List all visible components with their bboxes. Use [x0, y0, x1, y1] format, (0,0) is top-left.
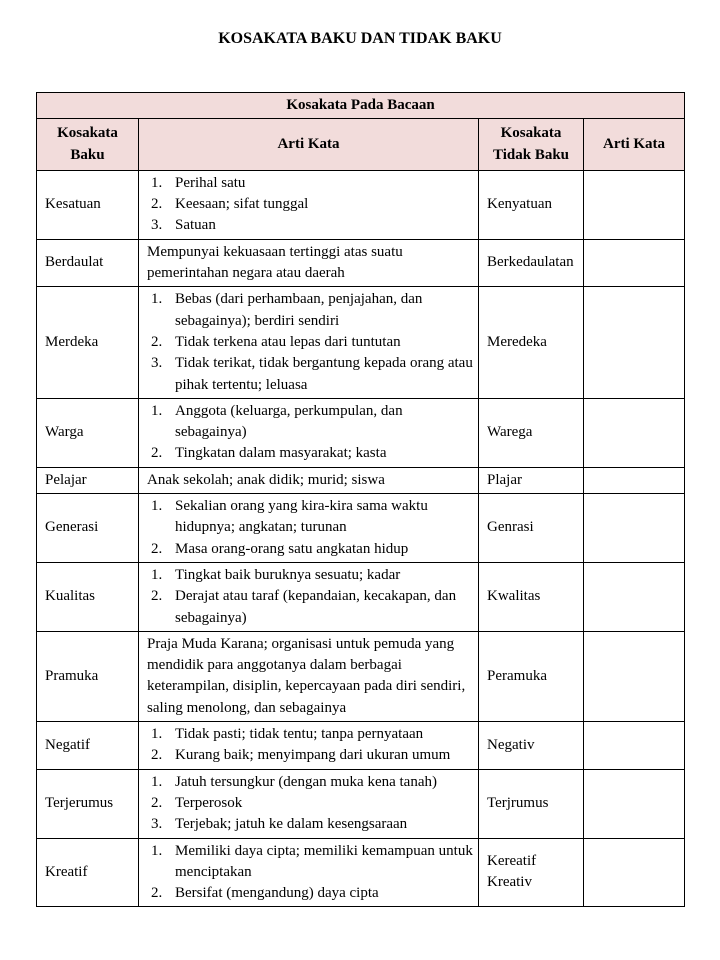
table-row [37, 769, 685, 838]
arti-kata-cell [139, 769, 479, 838]
tidak-baku-line: Peramuka [487, 667, 547, 684]
kosakata-baku-cell: Pramuka [37, 631, 139, 721]
arti-tidak-baku-cell [584, 562, 685, 631]
definition-item [145, 215, 474, 236]
item-number: 3. [151, 355, 163, 372]
item-text: Tidak pasti; tidak tentu; tanpa pernyataan [175, 726, 424, 743]
item-text: Sekalian orang yang kira-kira sama waktu hidupnya; angkatan; turunan [175, 498, 428, 536]
arti-kata-cell [139, 170, 479, 239]
table-row [37, 398, 685, 467]
item-text: Anggota (keluarga, perkumpulan, dan sebagainya) [175, 402, 403, 441]
tidak-baku-line: Berkedaulatan [487, 254, 574, 271]
definition-item [145, 332, 474, 353]
arti-kata-cell [139, 467, 479, 493]
kosakata-baku-cell: Merdeka [37, 287, 139, 398]
arti-tidak-baku-cell [584, 769, 685, 838]
item-text: Tidak terikat, tidak bergantung kepada orang atau pihak tertentu; leluasa [175, 355, 473, 393]
tidak-baku-line: Negativ [487, 736, 535, 753]
item-number: 1. [151, 566, 163, 583]
arti-tidak-baku-cell [584, 631, 685, 721]
arti-kata-cell [139, 239, 479, 287]
item-number: 3. [151, 217, 163, 234]
arti-tidak-baku-cell [584, 494, 685, 563]
item-text: Tingkatan dalam masyarakat; kasta [175, 445, 387, 462]
table-row [37, 562, 685, 631]
arti-tidak-baku-cell [584, 170, 685, 239]
definition-item [145, 173, 474, 194]
item-number: 1. [151, 773, 163, 790]
definition-item [145, 724, 474, 745]
definition-item [145, 814, 474, 835]
item-number: 1. [151, 402, 163, 419]
kosakata-baku-cell: Warga [37, 398, 139, 467]
item-number: 1. [151, 842, 163, 859]
definition-text: Praja Muda Karana; organisasi untuk pemuda yang mendidik para anggotanya dalam berbagai keterampilan, disiplin, kepercayaan pada diri sendiri, saling menolong, dan sebagainya [147, 635, 466, 716]
definition-item [145, 353, 474, 396]
table-caption: Kosakata Pada Bacaan [37, 93, 685, 119]
item-text: Perihal satu [175, 174, 246, 191]
kosakata-baku-cell: Berdaulat [37, 239, 139, 287]
kosakata-baku-cell: Terjerumus [37, 769, 139, 838]
arti-kata-cell [139, 838, 479, 907]
arti-kata-cell [139, 562, 479, 631]
kosakata-tidak-baku-cell [479, 562, 584, 631]
kosakata-tidak-baku-cell [479, 494, 584, 563]
table-row [37, 170, 685, 239]
kosakata-baku-cell: Negatif [37, 722, 139, 770]
item-number: 2. [151, 885, 163, 902]
item-number: 2. [151, 747, 163, 764]
table-row [37, 287, 685, 398]
column-header-3: Arti Kata [584, 119, 685, 171]
item-number: 1. [151, 498, 163, 515]
arti-kata-cell [139, 398, 479, 467]
kosakata-tidak-baku-cell [479, 631, 584, 721]
definition-item [145, 496, 474, 539]
tidak-baku-line: Kereatif [487, 853, 537, 870]
arti-kata-cell [139, 287, 479, 398]
item-text: Masa orang-orang satu angkatan hidup [175, 540, 409, 557]
item-number: 2. [151, 540, 163, 557]
item-text: Bebas (dari perhambaan, penjajahan, dan sebagainya); berdiri sendiri [175, 291, 423, 329]
table-caption-row [37, 93, 685, 119]
definition-text: Anak sekolah; anak didik; murid; siswa [147, 471, 385, 488]
kosakata-tidak-baku-cell [479, 722, 584, 770]
item-number: 1. [151, 291, 163, 308]
item-text: Terperosok [175, 794, 243, 811]
arti-tidak-baku-cell [584, 467, 685, 493]
vocab-table [36, 92, 685, 907]
item-text: Derajat atau taraf (kepandaian, kecakapan, dan sebagainya) [175, 588, 457, 626]
kosakata-tidak-baku-cell [479, 769, 584, 838]
definition-item [145, 443, 474, 464]
item-number: 2. [151, 794, 163, 811]
definition-item [145, 745, 474, 766]
table-row [37, 239, 685, 287]
arti-tidak-baku-cell [584, 398, 685, 467]
item-text: Keesaan; sifat tunggal [175, 196, 309, 213]
item-text: Bersifat (mengandung) daya cipta [175, 885, 379, 902]
definition-item [145, 194, 474, 215]
definition-item [145, 586, 474, 629]
tidak-baku-line: Plajar [487, 471, 522, 488]
definition-item [145, 289, 474, 332]
item-text: Memiliki daya cipta; memiliki kemampuan untuk menciptakan [175, 842, 473, 880]
table-row [37, 838, 685, 907]
item-number: 1. [151, 174, 163, 191]
tidak-baku-line: Genrasi [487, 519, 534, 536]
item-number: 1. [151, 726, 163, 743]
definition-item [145, 401, 474, 444]
kosakata-baku-cell: Kesatuan [37, 170, 139, 239]
tidak-baku-line: Kreativ [487, 874, 532, 891]
definition-item [145, 793, 474, 814]
arti-tidak-baku-cell [584, 239, 685, 287]
arti-tidak-baku-cell [584, 722, 685, 770]
page-title: KOSAKATA BAKU DAN TIDAK BAKU [218, 30, 502, 47]
definition-text: Mempunyai kekuasaan tertinggi atas suatu pemerintahan negara atau daerah [147, 243, 403, 282]
arti-tidak-baku-cell [584, 287, 685, 398]
item-text: Satuan [175, 217, 216, 234]
tidak-baku-line: Kenyatuan [487, 196, 552, 213]
kosakata-tidak-baku-cell [479, 170, 584, 239]
arti-kata-cell [139, 631, 479, 721]
item-number: 2. [151, 333, 163, 350]
tidak-baku-line: Terjrumus [487, 794, 549, 811]
item-text: Jatuh tersungkur (dengan muka kena tanah) [175, 773, 437, 790]
column-header-1: Arti Kata [139, 119, 479, 171]
kosakata-tidak-baku-cell [479, 239, 584, 287]
item-text: Kurang baik; menyimpang dari ukuran umum [175, 747, 451, 764]
definition-item [145, 772, 474, 793]
column-header-2: Kosakata Tidak Baku [479, 119, 584, 171]
item-text: Tidak terkena atau lepas dari tuntutan [175, 333, 401, 350]
arti-kata-cell [139, 494, 479, 563]
item-text: Tingkat baik buruknya sesuatu; kadar [175, 566, 401, 583]
tidak-baku-line: Kwalitas [487, 588, 541, 605]
arti-kata-cell [139, 722, 479, 770]
item-number: 3. [151, 816, 163, 833]
table-body [37, 170, 685, 907]
arti-tidak-baku-cell [584, 838, 685, 907]
item-number: 2. [151, 196, 163, 213]
table-header-row [37, 119, 685, 171]
column-header-0: Kosakata Baku [37, 119, 139, 171]
kosakata-tidak-baku-cell [479, 287, 584, 398]
item-number: 2. [151, 588, 163, 605]
table-row [37, 494, 685, 563]
definition-item [145, 883, 474, 904]
kosakata-tidak-baku-cell [479, 838, 584, 907]
table-row [37, 467, 685, 493]
tidak-baku-line: Warega [487, 424, 533, 441]
definition-item [145, 565, 474, 586]
kosakata-tidak-baku-cell [479, 467, 584, 493]
kosakata-baku-cell: Generasi [37, 494, 139, 563]
kosakata-baku-cell: Kualitas [37, 562, 139, 631]
kosakata-tidak-baku-cell [479, 398, 584, 467]
table-row [37, 722, 685, 770]
table-row [37, 631, 685, 721]
definition-item [145, 539, 474, 560]
kosakata-baku-cell: Kreatif [37, 838, 139, 907]
kosakata-baku-cell: Pelajar [37, 467, 139, 493]
tidak-baku-line: Meredeka [487, 333, 547, 350]
definition-item [145, 841, 474, 884]
item-text: Terjebak; jatuh ke dalam kesengsaraan [175, 816, 408, 833]
item-number: 2. [151, 445, 163, 462]
